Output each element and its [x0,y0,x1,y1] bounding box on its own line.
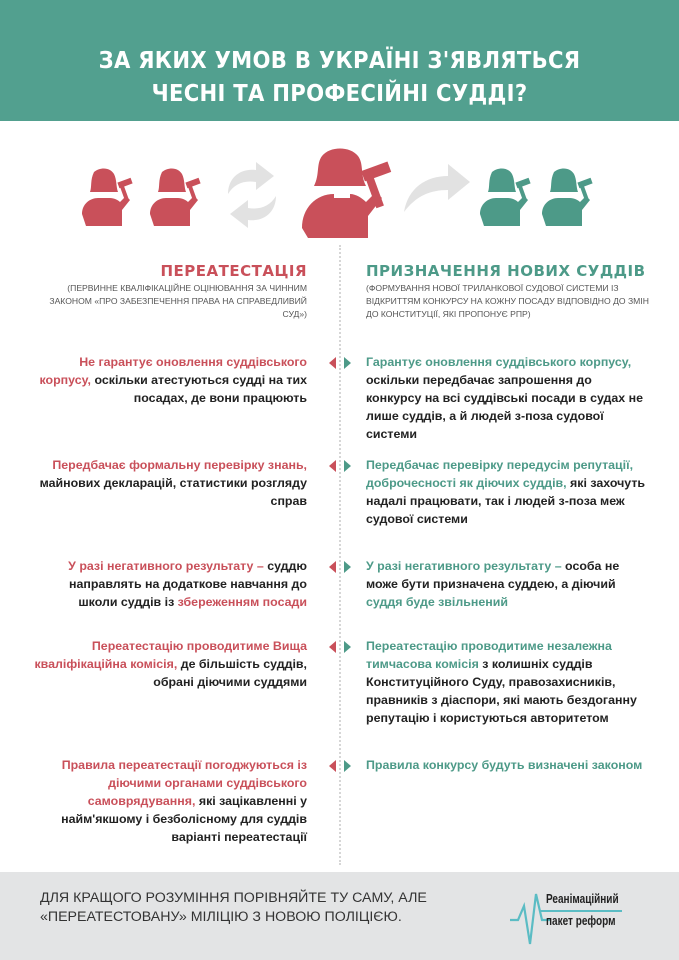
text-segment: Правила переатестації погоджуються із діючими органами суддівського самоврядування, [61,758,307,808]
logo-rule [540,910,622,912]
text-segment: Правила конкурсу будуть визначені законом [366,758,643,772]
compare-arrows-icon [329,561,351,573]
column-header-left [27,262,307,321]
column-divider [339,245,341,865]
text-segment: Гарантує оновлення суддівського корпусу, [366,355,632,369]
triangle-right-icon [344,641,351,653]
comparison-cell-left [32,456,307,510]
triangle-left-icon [329,561,336,573]
judge-icon [478,168,532,226]
swap-arrows-icon[interactable] [222,160,282,230]
compare-arrows-icon [329,760,351,772]
compare-arrows-icon [329,641,351,653]
rpr-logo[interactable] [510,886,630,946]
triangle-right-icon [344,460,351,472]
curved-arrow-right-icon [402,162,472,214]
logo-line-1: Реанімаційний [546,892,619,906]
text-segment: які зацікавленні у найм'якшому і безболісному для суддів варіанті переатестації [61,794,307,844]
triangle-left-icon [329,460,336,472]
title-line-2: ЧЕСНІ ТА ПРОФЕСІЙНІ СУДДІ? [151,81,528,107]
comparison-cell-right [366,756,646,774]
text-segment: Переатестацію проводитиме незалежна тимчасова комісія [366,639,612,671]
comparison-cell-right [366,557,646,611]
column-title-reattestation: ПЕРЕАТЕСТАЦІЯ [160,262,307,280]
text-segment: суддю направлять на додаткове навчання до школи суддів із [69,559,307,609]
comparison-cell-right [366,353,646,443]
illustration-row [0,140,679,250]
footer-note: ДЛЯ КРАЩОГО РОЗУМІННЯ ПОРІВНЯЙТЕ ТУ САМУ, АЛЕ «ПЕРЕАТЕСТОВАНУ» МІЛІЦІЮ З НОВОЮ ПОЛІЦІЄЮ. [40,890,427,925]
triangle-right-icon [344,760,351,772]
page-title [27,45,652,111]
column-subtitle-right: (ФОРМУВАННЯ НОВОЇ ТРИЛАНКОВОЇ СУДОВОЇ СИСТЕМИ ІЗ ВІДКРИТТЯМ КОНКУРСУ НА КОЖНУ ПОСАДУ ВІДПОВІДНО ДО ЗМІН ДО КОНСТИТУЦІЇ, ЯКІ ПРОПОНУЄ РПР) [366,283,649,319]
text-segment: Передбачає формальну перевірку знань, [52,458,307,472]
text-segment: У разі негативного результату – [68,559,264,573]
comparison-cell-left [32,557,307,611]
text-segment: Не гарантує оновлення суддівського корпусу, [39,355,307,387]
heartbeat-icon [510,886,550,948]
compare-arrows-icon [329,460,351,472]
comparison-cell-left [32,353,307,407]
triangle-left-icon [329,760,336,772]
title-line-1: ЗА ЯКИХ УМОВ В УКРАЇНІ З'ЯВЛЯТЬСЯ [98,48,581,74]
text-segment: майнових декларацій, статистики розгляду справ [39,476,307,508]
text-segment: особа не може бути призначена суддею, а діючий [366,559,620,591]
text-segment: з колишніх суддів Конституційного Суду, правозахисників, правників з діаспори, які мають бездоганну репутацію і користуються авторитетом [366,657,637,725]
column-header-right [366,262,651,321]
text-segment: Переатестацію проводитиме Вища кваліфікаційна комісія, [34,639,307,671]
compare-arrows-icon [329,357,351,369]
text-segment: де більшість суддів, обрані діючими суддями [153,657,307,689]
triangle-left-icon [329,357,336,369]
text-segment: Передбачає перевірку передусім репутації, доброчесності як діючих суддів, [366,458,634,490]
footer [0,872,679,960]
text-segment: оскільки атестуються судді на тих посадах, де вони працюють [91,373,307,405]
judge-icon [540,168,594,226]
text-segment: збереженням посади [177,595,307,609]
text-segment: які захочуть надалі працювати, так і людей з-поза меж судової системи [366,476,646,526]
comparison-cell-left [32,637,307,691]
comparison-cell-right [366,637,646,727]
comparison-cell-right [366,456,646,528]
comparison-cell-left [32,756,307,846]
triangle-right-icon [344,357,351,369]
column-title-new-judges: ПРИЗНАЧЕННЯ НОВИХ СУДДІВ [366,262,646,280]
text-segment: У разі негативного результату – [366,559,562,573]
logo-line-2: пакет реформ [546,914,616,928]
text-segment: суддя буде звільнений [366,595,508,609]
column-subtitle-left: (ПЕРВИННЕ КВАЛІФІКАЦІЙНЕ ОЦІНЮВАННЯ ЗА ЧИННИМ ЗАКОНОМ «ПРО ЗАБЕЗПЕЧЕННЯ ПРАВА НА СПРАВЕДЛИВИЙ СУД») [49,283,307,319]
judge-with-wig-icon [300,148,396,240]
header-banner [0,0,679,121]
text-segment: оскільки передбачає запрошення до конкурсу на всі суддівські посади в судах не лише суддів, а й людей з-поза судової системи [366,373,644,441]
judge-icon [80,168,134,226]
judge-icon [148,168,202,226]
triangle-left-icon [329,641,336,653]
triangle-right-icon [344,561,351,573]
